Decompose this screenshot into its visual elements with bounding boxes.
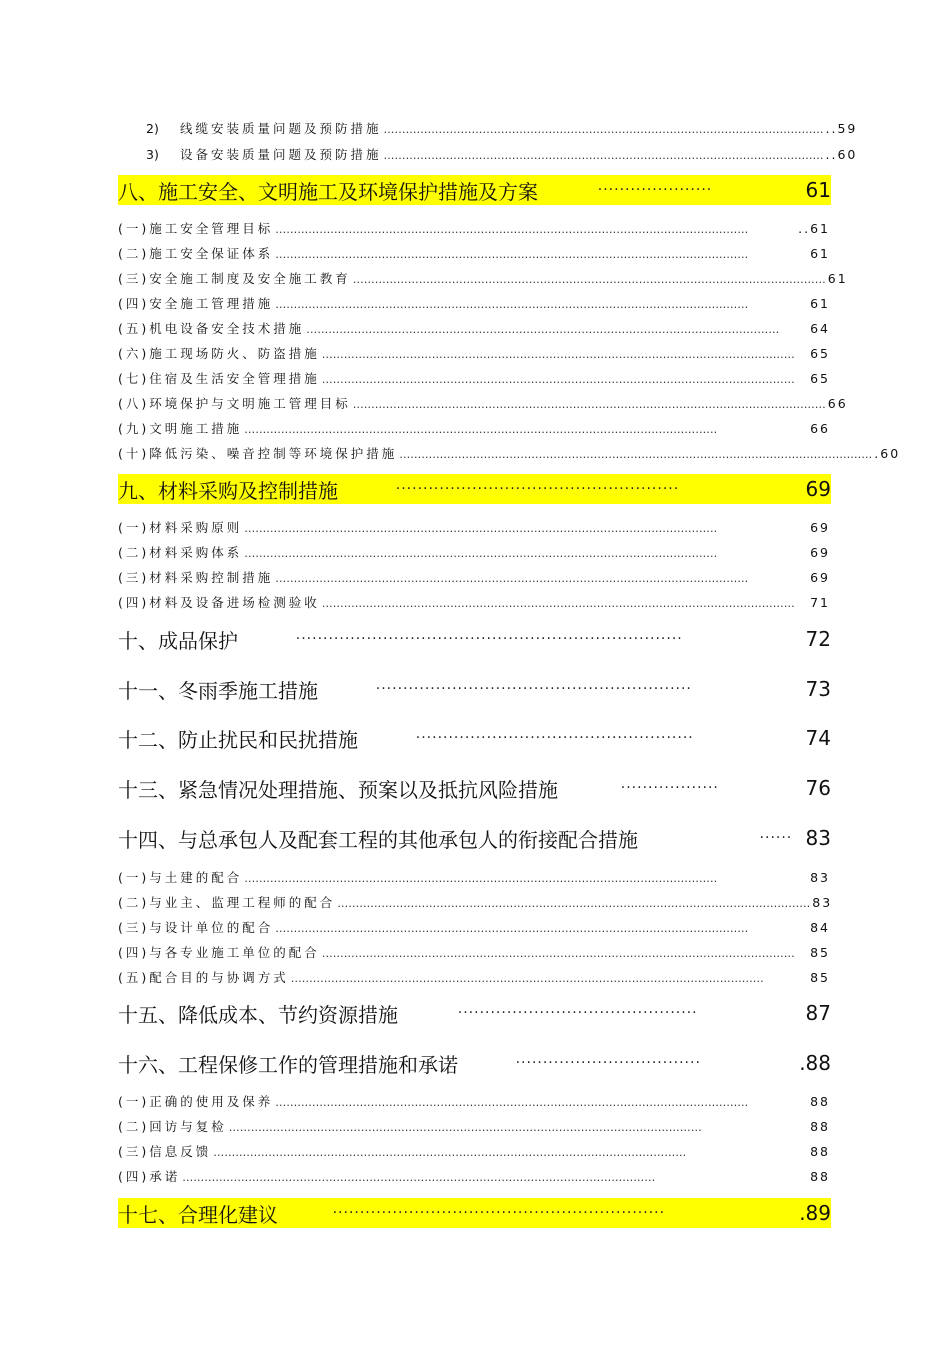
toc-sub-entry[interactable]	[118, 593, 830, 611]
leader-dots: ·······································································	[295, 631, 683, 647]
entry-title: (五)配合目的与协调方式	[118, 970, 289, 985]
toc-sub-entry[interactable]	[118, 1092, 830, 1110]
toc-sub-entry[interactable]	[118, 893, 833, 911]
entry-title: (四)承诺	[118, 1169, 181, 1184]
section-title: 十、成品保护	[118, 628, 238, 653]
leader-dots: …………………………………………………………………………………………………………………	[244, 423, 718, 436]
leader-dots: ··································	[515, 1055, 701, 1071]
leader-dots: …………………………………………………………………………………………………………………	[352, 398, 826, 411]
entry-title: (一)材料采购原则	[118, 520, 243, 535]
toc-section-13[interactable]	[118, 773, 831, 803]
leader-dots: …………………………………………………………………………………………………………………	[244, 547, 718, 560]
entry-title: (五)机电设备安全技术措施	[118, 321, 305, 336]
leader-dots: …………………………………………………………………………………………………………………	[352, 273, 826, 286]
toc-sub-entry[interactable]	[118, 394, 848, 412]
entry-page: 69	[810, 520, 830, 535]
entry-title: (八)环境保护与文明施工管理目标	[118, 396, 351, 411]
section-title: 九、材料采购及控制措施	[118, 478, 338, 503]
leader-dots: ·····················	[597, 182, 713, 198]
toc-section-14[interactable]	[118, 823, 831, 853]
entry-title: (三)材料采购控制措施	[118, 570, 274, 585]
section-page: 74	[805, 726, 831, 750]
entry-title: (七)住宿及生活安全管理措施	[118, 371, 320, 386]
entry-number: 3)	[146, 147, 159, 162]
leader-dots: …………………………………………………………………………………………………………………	[244, 522, 718, 535]
toc-sub-entry[interactable]	[146, 145, 858, 163]
entry-title: (四)与各专业施工单位的配合	[118, 945, 320, 960]
entry-page: 88	[810, 1144, 830, 1159]
leader-dots: …………………………………………………………………………………………………………………	[213, 1146, 687, 1159]
toc-section-15[interactable]	[118, 998, 831, 1028]
toc-sub-entry[interactable]	[118, 868, 830, 886]
toc-sub-entry[interactable]	[118, 444, 901, 462]
leader-dots: …………………………………………………………………………………………………………………	[228, 1121, 702, 1134]
leader-dots: …………………………………………………………………………………………………………………	[182, 1171, 656, 1184]
leader-dots: ············································	[457, 1005, 698, 1021]
toc-section-11[interactable]	[118, 674, 831, 704]
section-page: 72	[805, 627, 831, 651]
entry-title: (三)信息反馈	[118, 1144, 212, 1159]
toc-sub-entry[interactable]	[118, 219, 830, 237]
leader-dots: …………………………………………………………………………………………………………………	[275, 572, 749, 585]
toc-sub-entry[interactable]	[118, 918, 830, 936]
section-page: 87	[805, 1001, 831, 1025]
section-title: 十三、紧急情况处理措施、预案以及抵抗风险措施	[118, 777, 558, 802]
toc-sub-entry[interactable]	[118, 419, 830, 437]
leader-dots: …………………………………………………………………………………………………………………	[321, 597, 795, 610]
section-title: 八、施工安全、文明施工及环境保护措施及方案	[118, 179, 538, 204]
leader-dots: ····················································	[395, 481, 680, 497]
section-title: 十六、工程保修工作的管理措施和承诺	[118, 1052, 458, 1077]
toc-sub-entry[interactable]	[118, 568, 830, 586]
entry-page: 65	[810, 346, 830, 361]
entry-page: 85	[810, 970, 830, 985]
entry-page: 66	[810, 421, 830, 436]
leader-dots: …………………………………………………………………………………………………………………	[321, 373, 795, 386]
leader-dots: …………………………………………………………………………………………………………………	[321, 348, 795, 361]
leader-dots: ·····························································	[332, 1205, 666, 1221]
entry-title: (一)与土建的配合	[118, 870, 243, 885]
entry-page: 69	[810, 545, 830, 560]
toc-sub-entry[interactable]	[118, 1142, 830, 1160]
entry-title: (四)材料及设备进场检测验收	[118, 595, 320, 610]
leader-dots: …………………………………………………………………………………………………………………	[321, 947, 795, 960]
section-title: 十一、冬雨季施工措施	[118, 678, 318, 703]
section-page: .89	[799, 1201, 831, 1225]
entry-page: ..61	[798, 221, 830, 236]
section-page: 76	[805, 776, 831, 800]
toc-section-17[interactable]	[118, 1198, 831, 1228]
leader-dots: …………………………………………………………………………………………………………………	[275, 1096, 749, 1109]
section-title: 十五、降低成本、节约资源措施	[118, 1002, 398, 1027]
leader-dots: …………………………………………………………………………………………………………	[383, 149, 824, 162]
entry-title: (四)安全施工管理措施	[118, 296, 274, 311]
entry-title: (六)施工现场防火、防盗措施	[118, 346, 320, 361]
leader-dots: …………………………………………………………………………………………………………………	[290, 972, 764, 985]
entry-page: 88	[810, 1094, 830, 1109]
toc-section-12[interactable]	[118, 723, 831, 753]
entry-page: 69	[810, 570, 830, 585]
toc-sub-entry[interactable]	[118, 543, 830, 561]
entry-title: (一)施工安全管理目标	[118, 221, 274, 236]
leader-dots: …………………………………………………………………………………………………………………	[275, 922, 749, 935]
leader-dots: ··················	[620, 780, 719, 796]
toc-sub-entry[interactable]	[118, 518, 830, 536]
entry-title: (三)安全施工制度及安全施工教育	[118, 271, 351, 286]
entry-page: 71	[810, 595, 830, 610]
entry-number: 2)	[146, 121, 159, 136]
toc-sub-entry[interactable]	[118, 369, 830, 387]
section-page: 83	[805, 826, 831, 850]
leader-dots: ···················································	[415, 730, 694, 746]
entry-page: 83	[810, 870, 830, 885]
entry-title: 线缆安装质量问题及预防措施	[180, 121, 382, 136]
leader-dots: …………………………………………………………………………………………………………………	[306, 323, 780, 336]
section-title: 十七、合理化建议	[118, 1202, 278, 1227]
section-page: 69	[805, 477, 831, 501]
leader-dots: …………………………………………………………………………………………………………………	[337, 897, 811, 910]
section-page: .88	[799, 1051, 831, 1075]
entry-title: (三)与设计单位的配合	[118, 920, 274, 935]
leader-dots: …………………………………………………………………………………………………………………	[399, 448, 873, 461]
section-title: 十二、防止扰民和民扰措施	[118, 727, 358, 752]
entry-page: .60	[874, 446, 901, 461]
entry-page: 65	[810, 371, 830, 386]
leader-dots: …………………………………………………………………………………………………………	[383, 123, 824, 136]
entry-title: 设备安装质量问题及预防措施	[180, 147, 382, 162]
entry-title: (一)正确的使用及保养	[118, 1094, 274, 1109]
entry-title: (二)与业主、监理工程师的配合	[118, 895, 336, 910]
entry-page: 61	[827, 271, 848, 286]
leader-dots: …………………………………………………………………………………………………………………	[275, 298, 749, 311]
toc-section-9[interactable]	[118, 474, 831, 504]
entry-page: 88	[810, 1119, 830, 1134]
leader-dots: ··························································	[375, 681, 692, 697]
leader-dots: ······	[759, 830, 793, 846]
toc-sub-entry[interactable]	[118, 1167, 830, 1185]
entry-page: 84	[810, 920, 830, 935]
entry-title: (二)施工安全保证体系	[118, 246, 274, 261]
toc-section-10[interactable]	[118, 624, 831, 654]
section-title: 十四、与总承包人及配套工程的其他承包人的衔接配合措施	[118, 827, 638, 852]
entry-title: (二)回访与复检	[118, 1119, 227, 1134]
toc-sub-entry[interactable]	[118, 1117, 830, 1135]
entry-page: 85	[810, 945, 830, 960]
toc-sub-entry[interactable]	[118, 968, 830, 986]
leader-dots: …………………………………………………………………………………………………………………	[275, 223, 749, 236]
entry-page: 66	[827, 396, 848, 411]
entry-title: (九)文明施工措施	[118, 421, 243, 436]
section-page: 73	[805, 677, 831, 701]
entry-page: ..60	[825, 147, 858, 162]
entry-page: 83	[812, 895, 833, 910]
leader-dots: …………………………………………………………………………………………………………………	[244, 872, 718, 885]
toc-sub-entry[interactable]	[118, 344, 830, 362]
toc-sub-entry[interactable]	[118, 244, 830, 262]
toc-sub-entry[interactable]	[118, 943, 830, 961]
entry-page: 61	[810, 296, 830, 311]
entry-title: (二)材料采购体系	[118, 545, 243, 560]
section-page: 61	[805, 178, 831, 202]
toc-section-16[interactable]	[118, 1048, 831, 1078]
entry-page: 61	[810, 246, 830, 261]
entry-title: (十)降低污染、噪音控制等环境保护措施	[118, 446, 398, 461]
toc-sub-entry[interactable]	[118, 269, 848, 287]
entry-page: 64	[810, 321, 830, 336]
toc-sub-entry[interactable]	[118, 319, 830, 337]
entry-page: ..59	[825, 121, 858, 136]
entry-page: 88	[810, 1169, 830, 1184]
toc-sub-entry[interactable]	[146, 119, 858, 137]
leader-dots: …………………………………………………………………………………………………………………	[275, 248, 749, 261]
toc-section-8[interactable]	[118, 175, 831, 205]
toc-sub-entry[interactable]	[118, 294, 830, 312]
